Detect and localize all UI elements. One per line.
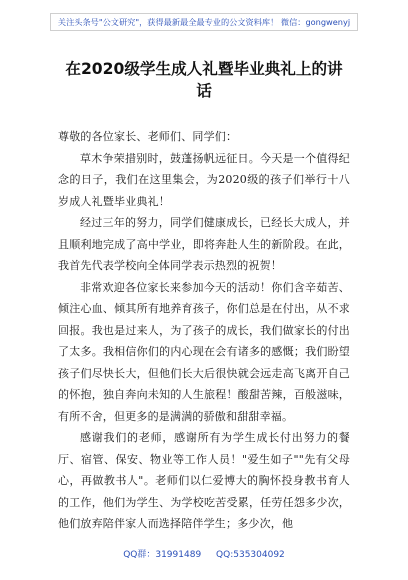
footer-contact xyxy=(0,547,408,560)
promo-banner: 关注头条号"公文研究"，获得最新最全最专业的公文资料库！ 微信：gongwenyj xyxy=(50,13,358,31)
document-body xyxy=(58,126,350,535)
document-title: 在2020级学生成人礼暨毕业典礼上的讲话 xyxy=(65,60,343,100)
paragraph: 感谢我们的老师，感谢所有为学生成长付出努力的餐厅、宿管、保安、物业等工作人员！"爱生如子""先有父母心，再做教书人"。老师们以仁爱博大的胸怀投身教书育人的工作，他们为学生、为学校吃苦受累，任劳任怨多少次，他们放弃陪伴家人而选择陪伴学生；多少次，他 xyxy=(58,431,350,530)
paragraph: 非常欢迎各位家长来参加今天的活动！你们含辛茹苦、倾注心血、倾其所有地养育孩子，你们总是在付出，从不求回报。我也是过来人，为了孩子的成长，我们做家长的付出了太多。我相信你们的内心现在会有诸多的感慨；我们盼望孩子们尽快长大，但他们长大后很快就会远走高飞离开自己的怀抱，独自奔向未知的人生旅程！酸甜苦辣，百般滋味，有所不舍，但更多的是满满的骄傲和甜甜幸福。 xyxy=(58,280,350,423)
qq-text: QQ:535304092 xyxy=(216,550,285,560)
paragraph: 草木争荣措别时，鼓蓬扬帆远征日。今天是一个值得纪念的日子，我们在这里集会，为2020级的孩子们举行十八岁成人礼暨毕业典礼！ xyxy=(58,151,350,208)
qq-group-text: QQ群：31991489 xyxy=(123,550,202,560)
salutation: 尊敬的各位家长、老师们、同学们： xyxy=(58,130,238,143)
paragraph: 经过三年的努力，同学们健康成长，已经长大成人，并且顺利地完成了高中学业，即将奔赴人生的新阶段。在此，我首先代表学校向全体同学表示热烈的祝贺！ xyxy=(58,216,350,272)
